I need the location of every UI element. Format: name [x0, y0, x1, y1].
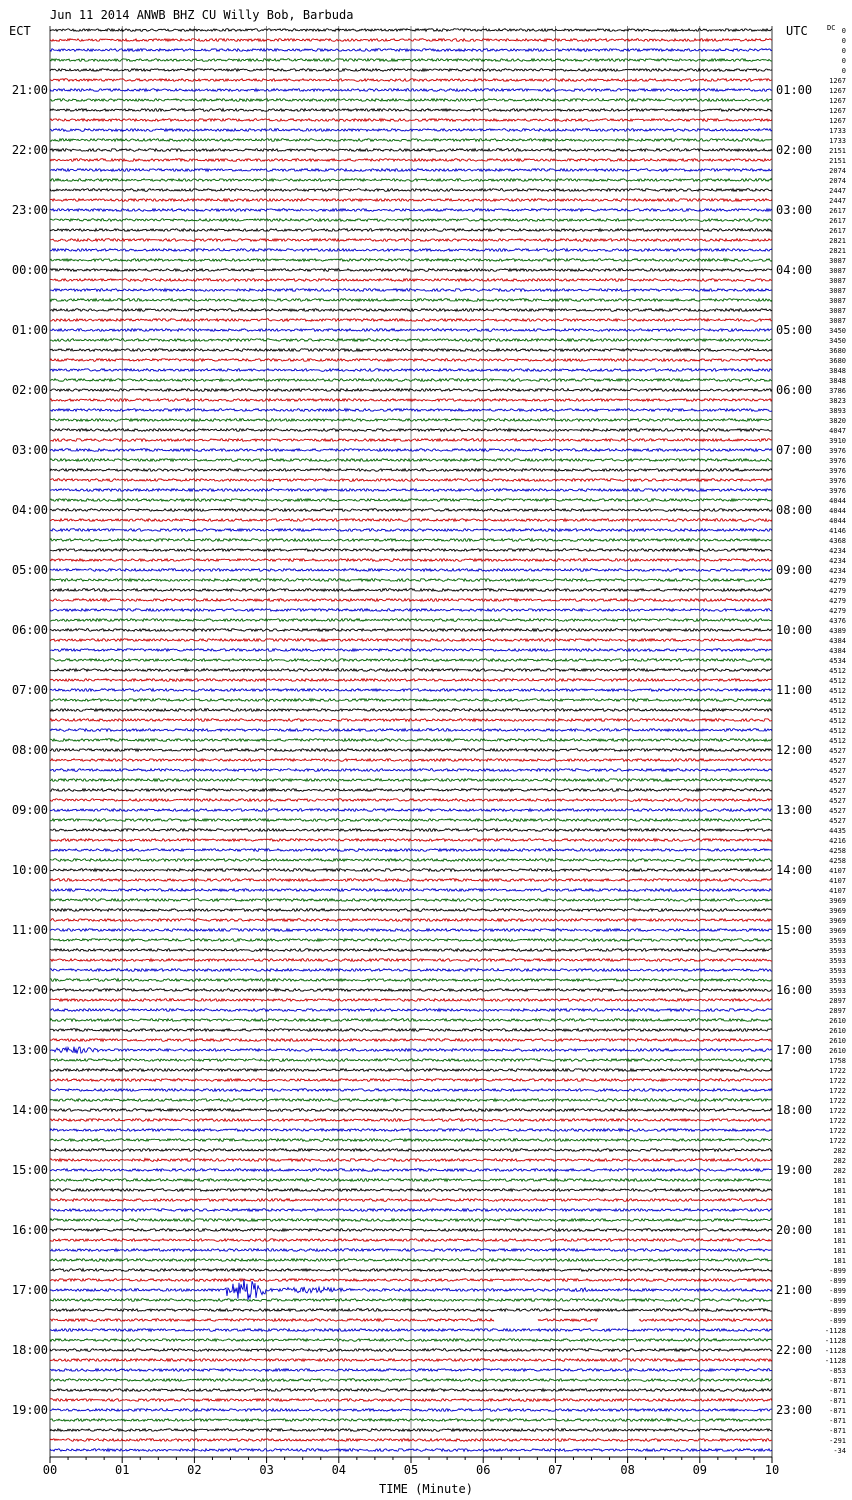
dc-offset-label: 3976: [829, 467, 846, 475]
dc-offset-label: 3893: [829, 407, 846, 415]
chart-title: Jun 11 2014 ANWB BHZ CU Willy Bob, Barbuda: [50, 8, 354, 22]
dc-offset-label: -871: [829, 1417, 846, 1425]
dc-offset-label: 4258: [829, 847, 846, 855]
left-hour-label: 07:00: [11, 683, 48, 697]
left-hour-label: 17:00: [11, 1283, 48, 1297]
left-hour-label: 23:00: [11, 203, 48, 217]
right-hour-label: 22:00: [776, 1343, 813, 1357]
dc-offset-label: 1267: [829, 117, 846, 125]
right-hour-label: 11:00: [776, 683, 813, 697]
dc-offset-label: 4044: [829, 507, 846, 515]
dc-offset-label: 4512: [829, 697, 846, 705]
dc-offset-label: -871: [829, 1407, 846, 1415]
dc-offset-label: -899: [829, 1307, 846, 1315]
dc-offset-label: 3680: [829, 357, 846, 365]
dc-offset-label: 4527: [829, 777, 846, 785]
dc-offset-label: -899: [829, 1267, 846, 1275]
dc-offset-label: 4512: [829, 707, 846, 715]
right-hour-label: 19:00: [776, 1163, 813, 1177]
right-hour-label: 05:00: [776, 323, 813, 337]
dc-offset-label: 3087: [829, 277, 846, 285]
dc-offset-label: 1722: [829, 1097, 846, 1105]
dc-offset-label: 1733: [829, 137, 846, 145]
right-hour-label: 01:00: [776, 83, 813, 97]
dc-offset-label: -1128: [824, 1347, 846, 1355]
left-hour-label: 15:00: [11, 1163, 48, 1177]
dc-offset-label: 1722: [829, 1117, 846, 1125]
x-tick-label: 07: [548, 1463, 563, 1477]
dc-offset-label: 4146: [829, 527, 846, 535]
dc-offset-label: 4384: [829, 647, 846, 655]
dc-offset-label: 4527: [829, 797, 846, 805]
left-hour-label: 05:00: [11, 563, 48, 577]
dc-offset-label: 3786: [829, 387, 846, 395]
left-hour-label: 03:00: [11, 443, 48, 457]
right-hour-label: 14:00: [776, 863, 813, 877]
dc-column-label: DC: [827, 24, 836, 32]
dc-offset-label: 2610: [829, 1047, 846, 1055]
dc-offset-label: 3976: [829, 487, 846, 495]
dc-offset-label: 4234: [829, 557, 846, 565]
dc-offset-label: 1722: [829, 1137, 846, 1145]
dc-offset-label: 2447: [829, 187, 846, 195]
dc-offset-label: -899: [829, 1287, 846, 1295]
dc-offset-label: 2447: [829, 197, 846, 205]
right-hour-label: 09:00: [776, 563, 813, 577]
dc-offset-label: 4527: [829, 817, 846, 825]
right-hour-label: 21:00: [776, 1283, 813, 1297]
dc-offset-label: 3593: [829, 947, 846, 955]
dc-offset-label: -34: [833, 1447, 846, 1455]
right-hour-label: 02:00: [776, 143, 813, 157]
dc-offset-label: 1722: [829, 1067, 846, 1075]
dc-offset-label: 3848: [829, 377, 846, 385]
dc-offset-label: 3969: [829, 927, 846, 935]
dc-offset-label: 4044: [829, 517, 846, 525]
left-hour-label: 06:00: [11, 623, 48, 637]
x-axis-label: TIME (Minute): [379, 1482, 473, 1496]
dc-offset-label: 3976: [829, 457, 846, 465]
dc-offset-label: -899: [829, 1317, 846, 1325]
dc-offset-label: 181: [833, 1187, 846, 1195]
dc-offset-label: 4376: [829, 617, 846, 625]
dc-offset-label: 2821: [829, 247, 846, 255]
left-hour-label: 13:00: [11, 1043, 48, 1057]
dc-offset-label: 4279: [829, 597, 846, 605]
dc-offset-label: 4527: [829, 747, 846, 755]
right-hour-label: 16:00: [776, 983, 813, 997]
dc-offset-label: 3969: [829, 917, 846, 925]
x-tick-label: 06: [475, 1463, 491, 1477]
right-timezone-label: UTC: [786, 24, 808, 38]
dc-offset-label: 282: [833, 1147, 846, 1155]
left-hour-label: 09:00: [11, 803, 48, 817]
dc-offset-label: 181: [833, 1237, 846, 1245]
dc-offset-label: 4368: [829, 537, 846, 545]
dc-offset-label: 0: [841, 27, 846, 35]
dc-offset-label: 1267: [829, 97, 846, 105]
x-tick-label: 04: [331, 1463, 347, 1477]
x-tick-label: 03: [259, 1463, 274, 1477]
x-tick-label: 05: [403, 1463, 419, 1477]
left-hour-label: 21:00: [11, 83, 48, 97]
dc-offset-label: 4107: [829, 887, 846, 895]
dc-offset-label: -871: [829, 1397, 846, 1405]
dc-offset-label: 3087: [829, 317, 846, 325]
x-tick-label: 02: [187, 1463, 202, 1477]
dc-offset-label: 1267: [829, 107, 846, 115]
dc-offset-label: 0: [841, 57, 846, 65]
dc-offset-label: 4279: [829, 587, 846, 595]
dc-offset-label: 181: [833, 1207, 846, 1215]
dc-offset-label: 2897: [829, 1007, 846, 1015]
dc-offset-label: 2617: [829, 207, 846, 215]
dc-offset-label: -291: [829, 1437, 846, 1445]
dc-offset-label: 4258: [829, 857, 846, 865]
dc-offset-label: 181: [833, 1177, 846, 1185]
left-hour-label: 18:00: [11, 1343, 48, 1357]
left-hour-label: 12:00: [11, 983, 48, 997]
dc-offset-label: 2610: [829, 1027, 846, 1035]
dc-offset-label: -871: [829, 1427, 846, 1435]
left-hour-label: 19:00: [11, 1403, 48, 1417]
dc-offset-label: 4512: [829, 717, 846, 725]
x-tick-label: 01: [114, 1463, 130, 1477]
left-timezone-label: ECT: [9, 24, 31, 38]
dc-offset-label: 3450: [829, 337, 846, 345]
dc-offset-label: 0: [841, 37, 846, 45]
dc-offset-label: -871: [829, 1387, 846, 1395]
dc-offset-label: 181: [833, 1257, 846, 1265]
dc-offset-label: 4107: [829, 867, 846, 875]
left-hour-label: 16:00: [11, 1223, 48, 1237]
dc-offset-label: 4389: [829, 627, 846, 635]
dc-offset-label: 4279: [829, 607, 846, 615]
right-hour-label: 12:00: [776, 743, 813, 757]
dc-offset-label: -853: [829, 1367, 846, 1375]
dc-offset-label: 3593: [829, 977, 846, 985]
left-hour-label: 22:00: [11, 143, 48, 157]
dc-offset-label: 2610: [829, 1037, 846, 1045]
dc-offset-label: 282: [833, 1167, 846, 1175]
dc-offset-label: 4047: [829, 427, 846, 435]
dc-offset-label: 3976: [829, 447, 846, 455]
dc-offset-label: 1758: [829, 1057, 846, 1065]
dc-offset-label: 2617: [829, 227, 846, 235]
dc-offset-label: 3450: [829, 327, 846, 335]
dc-offset-label: 2610: [829, 1017, 846, 1025]
dc-offset-label: 3593: [829, 987, 846, 995]
dc-offset-label: 3593: [829, 967, 846, 975]
dc-offset-label: 2151: [829, 147, 846, 155]
left-hour-label: 10:00: [11, 863, 48, 877]
dc-offset-label: 3976: [829, 477, 846, 485]
dc-offset-label: 0: [841, 67, 846, 75]
right-hour-label: 10:00: [776, 623, 813, 637]
dc-offset-label: 1722: [829, 1107, 846, 1115]
dc-offset-label: 4512: [829, 687, 846, 695]
dc-offset-label: 4216: [829, 837, 846, 845]
dc-offset-label: 3087: [829, 257, 846, 265]
dc-offset-label: 4512: [829, 727, 846, 735]
right-hour-label: 08:00: [776, 503, 813, 517]
dc-offset-label: 3087: [829, 307, 846, 315]
dc-offset-label: 1722: [829, 1127, 846, 1135]
dc-offset-label: 2074: [829, 177, 846, 185]
left-hour-label: 11:00: [11, 923, 48, 937]
dc-offset-label: 3593: [829, 957, 846, 965]
dc-offset-label: 3820: [829, 417, 846, 425]
dc-offset-label: 4527: [829, 767, 846, 775]
dc-offset-label: -899: [829, 1297, 846, 1305]
left-hour-label: 08:00: [11, 743, 48, 757]
left-hour-label: 02:00: [11, 383, 48, 397]
dc-offset-label: -871: [829, 1377, 846, 1385]
dc-offset-label: 1722: [829, 1077, 846, 1085]
dc-offset-label: 3848: [829, 367, 846, 375]
dc-offset-label: 4279: [829, 577, 846, 585]
dc-offset-label: 1267: [829, 77, 846, 85]
dc-offset-label: 3087: [829, 297, 846, 305]
right-hour-label: 13:00: [776, 803, 813, 817]
x-axis: [43, 1457, 779, 1477]
dc-offset-label: 1722: [829, 1087, 846, 1095]
right-hour-label: 17:00: [776, 1043, 813, 1057]
right-hour-label: 18:00: [776, 1103, 813, 1117]
right-hour-label: 06:00: [776, 383, 813, 397]
left-hour-label: 14:00: [11, 1103, 48, 1117]
left-hour-label: 01:00: [11, 323, 48, 337]
dc-offset-label: 1733: [829, 127, 846, 135]
dc-offset-label: 4384: [829, 637, 846, 645]
dc-offset-label: 3969: [829, 897, 846, 905]
dc-offset-label: 4534: [829, 657, 846, 665]
right-hour-label: 20:00: [776, 1223, 813, 1237]
dc-offset-label: 181: [833, 1197, 846, 1205]
dc-offset-label: 3969: [829, 907, 846, 915]
dc-offset-label: 4527: [829, 787, 846, 795]
x-tick-label: 00: [42, 1463, 58, 1477]
dc-offset-label: 4512: [829, 677, 846, 685]
dc-offset-label: 4234: [829, 547, 846, 555]
dc-offset-label: 181: [833, 1227, 846, 1235]
x-tick-label: 08: [620, 1463, 635, 1477]
dc-offset-label: 4527: [829, 807, 846, 815]
dc-offset-label: 4234: [829, 567, 846, 575]
x-tick-label: 10: [764, 1463, 780, 1477]
dc-offset-label: 2151: [829, 157, 846, 165]
dc-offset-label: 4044: [829, 497, 846, 505]
dc-offset-label: -1128: [824, 1337, 846, 1345]
right-hour-label: 23:00: [776, 1403, 813, 1417]
right-hour-label: 07:00: [776, 443, 813, 457]
left-hour-label: 00:00: [11, 263, 48, 277]
dc-offset-label: 3680: [829, 347, 846, 355]
dc-offset-label: 4107: [829, 877, 846, 885]
dc-offset-label: 3823: [829, 397, 846, 405]
dc-offset-label: 4527: [829, 757, 846, 765]
dc-offset-label: 4512: [829, 737, 846, 745]
dc-offset-label: 3910: [829, 437, 846, 445]
dc-offset-label: 4435: [829, 827, 846, 835]
dc-offset-label: 181: [833, 1217, 846, 1225]
dc-offset-label: -1128: [824, 1357, 846, 1365]
dc-offset-label: 3593: [829, 937, 846, 945]
dc-offset-label: 2074: [829, 167, 846, 175]
x-tick-label: 09: [692, 1463, 708, 1477]
dc-offset-label: 1267: [829, 87, 846, 95]
dc-offset-label: 2617: [829, 217, 846, 225]
left-hour-label: 04:00: [11, 503, 48, 517]
dc-offset-label: 3087: [829, 267, 846, 275]
dc-offset-label: 3087: [829, 287, 846, 295]
dc-offset-label: 0: [841, 47, 846, 55]
dc-offset-label: 4512: [829, 667, 846, 675]
dc-offset-label: 2897: [829, 997, 846, 1005]
dc-offset-label: 282: [833, 1157, 846, 1165]
dc-offset-label: 2821: [829, 237, 846, 245]
dc-offset-label: 181: [833, 1247, 846, 1255]
right-hour-label: 15:00: [776, 923, 813, 937]
right-hour-label: 03:00: [776, 203, 813, 217]
right-hour-label: 04:00: [776, 263, 813, 277]
dc-offset-label: -1128: [824, 1327, 846, 1335]
dc-offset-label: -899: [829, 1277, 846, 1285]
